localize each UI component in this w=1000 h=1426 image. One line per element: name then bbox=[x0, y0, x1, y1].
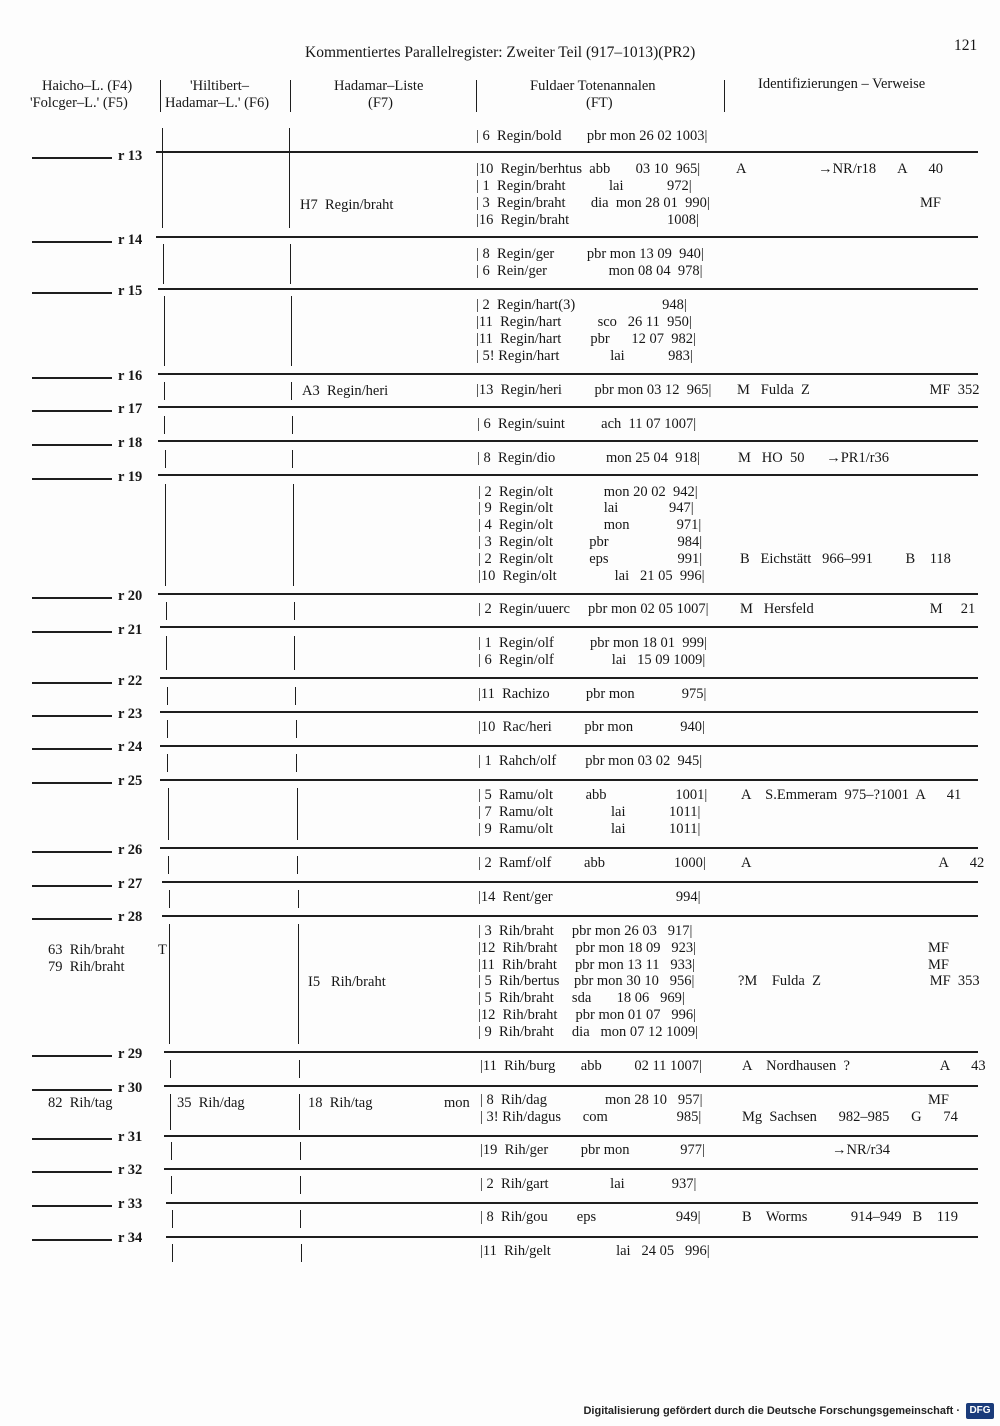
column-divider bbox=[297, 788, 298, 840]
column-divider bbox=[297, 856, 298, 874]
identification: MF bbox=[928, 957, 949, 973]
column-divider bbox=[164, 296, 165, 366]
column-divider bbox=[168, 788, 169, 840]
identification: ?M Fulda Z MF 353 bbox=[738, 973, 980, 989]
column-divider bbox=[168, 856, 169, 874]
row-separator bbox=[166, 1202, 978, 1204]
ft-entry: |11 Regin/hart sco 26 11 950| bbox=[476, 314, 692, 330]
ft-entry: | 8 Regin/ger pbr mon 13 09 940| bbox=[476, 246, 704, 262]
row-separator bbox=[160, 779, 978, 781]
ft-entry: | 5 Rih/braht sda 18 06 969| bbox=[478, 990, 685, 1006]
column-divider bbox=[296, 754, 297, 772]
column-divider bbox=[292, 450, 293, 468]
column-divider bbox=[724, 80, 725, 112]
column-divider bbox=[299, 1060, 300, 1078]
row-leader-line bbox=[32, 1171, 112, 1173]
column-divider bbox=[295, 687, 296, 705]
identification: M Hersfeld M 21 bbox=[740, 601, 976, 617]
column-header-identifications: Identifizierungen – Verweise bbox=[758, 76, 926, 92]
ft-entry: | 3 Regin/olt pbr 984| bbox=[478, 534, 703, 550]
identification: Mg Sachsen 982–985 G 74 bbox=[742, 1109, 958, 1125]
column-divider bbox=[299, 1094, 300, 1130]
ft-entry: |11 Regin/hart pbr 12 07 982| bbox=[476, 331, 696, 347]
row-label: r 13 bbox=[118, 148, 143, 164]
row-leader-line bbox=[32, 682, 112, 684]
ft-entry: | 2 Regin/olt mon 20 02 942| bbox=[478, 484, 698, 500]
identification: MF bbox=[920, 195, 941, 211]
ft-entry: | 5 Ramu/olt abb 1001| bbox=[478, 787, 708, 803]
row-leader-line bbox=[32, 241, 112, 243]
column-header-f6b: Hadamar–L.' (F6) bbox=[165, 95, 270, 111]
column-divider bbox=[289, 128, 290, 228]
ft-entry: |11 Rih/gelt lai 24 05 996| bbox=[480, 1243, 710, 1259]
column-header-f7b: (F7) bbox=[368, 95, 393, 111]
column-divider bbox=[170, 1094, 171, 1130]
identification: A →NR/r18 A 40 bbox=[736, 161, 944, 177]
ft-entry: |12 Rih/braht pbr mon 18 09 923| bbox=[478, 940, 697, 956]
column-divider bbox=[298, 924, 299, 1044]
row-leader-line bbox=[32, 851, 112, 853]
column-divider bbox=[172, 1210, 173, 1228]
row-leader-line bbox=[32, 782, 112, 784]
identification: B Worms 914–949 B 119 bbox=[742, 1209, 958, 1225]
page-number: 121 bbox=[954, 37, 978, 54]
row-leader-line bbox=[32, 1055, 112, 1057]
row-leader-line bbox=[32, 748, 112, 750]
row-label: r 21 bbox=[118, 622, 143, 638]
column-divider bbox=[170, 1060, 171, 1078]
row-label: r 30 bbox=[118, 1080, 143, 1096]
column-divider bbox=[160, 80, 161, 112]
column-divider bbox=[296, 720, 297, 738]
column-divider bbox=[167, 687, 168, 705]
row-label: r 17 bbox=[118, 401, 143, 417]
identification: MF bbox=[928, 940, 949, 956]
f6-entry: 35 Rih/dag bbox=[177, 1095, 245, 1111]
f7-entry: H7 Regin/braht bbox=[300, 197, 394, 213]
ft-entry: | 2 Regin/olt eps 991| bbox=[478, 551, 703, 567]
ft-entry: | 9 Rih/braht dia mon 07 12 1009| bbox=[478, 1024, 699, 1040]
column-divider bbox=[301, 1244, 302, 1262]
identification: B Eichstätt 966–991 B 118 bbox=[740, 551, 951, 567]
footer-funding-note: Digitalisierung gefördert durch die Deutsche Forschungsgemeinschaft · bbox=[583, 1405, 960, 1417]
row-leader-line bbox=[32, 715, 112, 717]
row-separator bbox=[162, 915, 978, 917]
row-leader-line bbox=[32, 1239, 112, 1241]
column-divider bbox=[300, 1210, 301, 1228]
row-separator bbox=[160, 847, 978, 849]
column-divider bbox=[293, 484, 294, 586]
ft-entry: | 3! Rih/dagus com 985| bbox=[480, 1109, 702, 1125]
footer-bar bbox=[0, 1397, 1000, 1426]
row-label: r 19 bbox=[118, 469, 143, 485]
ft-entry: |14 Rent/ger 994| bbox=[478, 889, 701, 905]
column-divider bbox=[165, 450, 166, 468]
column-divider bbox=[171, 1176, 172, 1194]
ft-entry: |16 Regin/braht 1008| bbox=[476, 212, 699, 228]
row-label: r 33 bbox=[118, 1196, 143, 1212]
dfg-logo: DFG bbox=[966, 1403, 994, 1419]
row-label: r 28 bbox=[118, 909, 143, 925]
ft-entry: | 8 Rih/dag mon 28 10 957| bbox=[480, 1092, 703, 1108]
column-divider bbox=[171, 1142, 172, 1160]
ft-entry: | 8 Regin/dio mon 25 04 918| bbox=[477, 450, 700, 466]
page-title: Kommentiertes Parallelregister: Zweiter Teil (917–1013)(PR2) bbox=[305, 44, 696, 61]
row-leader-line bbox=[32, 377, 112, 379]
row-separator bbox=[158, 474, 978, 476]
f7-entry-note: mon bbox=[444, 1095, 470, 1111]
ft-entry: | 1 Regin/braht lai 972| bbox=[476, 178, 692, 194]
ft-entry: | 6 Regin/suint ach 11 07 1007| bbox=[477, 416, 697, 432]
identification: M HO 50 →PR1/r36 bbox=[738, 450, 890, 466]
row-leader-line bbox=[32, 410, 112, 412]
identification: →NR/r34 bbox=[832, 1142, 890, 1158]
column-divider bbox=[294, 602, 295, 620]
ft-entry: | 1 Regin/olf pbr mon 18 01 999| bbox=[478, 635, 707, 651]
row-separator bbox=[164, 1051, 978, 1053]
column-divider bbox=[300, 1176, 301, 1194]
ft-entry: | 8 Rih/gou eps 949| bbox=[480, 1209, 701, 1225]
ft-entry: | 3 Regin/braht dia mon 28 01 990| bbox=[476, 195, 710, 211]
row-separator bbox=[160, 711, 978, 713]
ft-entry: |10 Regin/olt lai 21 05 996| bbox=[478, 568, 705, 584]
row-separator bbox=[158, 593, 978, 595]
column-divider bbox=[300, 1142, 301, 1160]
row-leader-line bbox=[32, 918, 112, 920]
row-separator bbox=[158, 440, 978, 442]
row-label: r 22 bbox=[118, 673, 143, 689]
column-divider bbox=[292, 416, 293, 434]
ft-entry: | 3 Rih/braht pbr mon 26 03 917| bbox=[478, 923, 693, 939]
row-separator bbox=[158, 288, 978, 290]
ft-entry: | 9 Regin/olt lai 947| bbox=[478, 500, 694, 516]
column-divider bbox=[162, 128, 163, 228]
column-divider bbox=[476, 80, 477, 112]
column-header-ft: Fuldaer Totenannalen bbox=[530, 78, 656, 94]
row-leader-line bbox=[32, 597, 112, 599]
identification: A A 42 bbox=[741, 855, 985, 871]
column-divider bbox=[167, 720, 168, 738]
column-divider bbox=[165, 484, 166, 586]
row-label: r 16 bbox=[118, 368, 143, 384]
row-separator bbox=[156, 236, 978, 238]
row-leader-line bbox=[32, 1205, 112, 1207]
row-label: r 24 bbox=[118, 739, 143, 755]
column-divider bbox=[291, 382, 292, 400]
row-leader-line bbox=[32, 444, 112, 446]
row-separator bbox=[158, 406, 978, 408]
column-header-ftb: (FT) bbox=[586, 95, 613, 111]
row-label: r 15 bbox=[118, 283, 143, 299]
row-leader-line bbox=[32, 292, 112, 294]
column-divider bbox=[167, 754, 168, 772]
ft-entry: | 6 Rein/ger mon 08 04 978| bbox=[476, 263, 703, 279]
row-label: r 18 bbox=[118, 435, 143, 451]
column-divider bbox=[294, 636, 295, 670]
column-divider bbox=[169, 890, 170, 908]
row-separator bbox=[158, 373, 978, 375]
identification: A Nordhausen ? A 43 bbox=[742, 1058, 986, 1074]
row-separator bbox=[164, 1085, 978, 1087]
row-label: r 27 bbox=[118, 876, 143, 892]
row-separator bbox=[156, 151, 978, 153]
row-separator bbox=[160, 626, 978, 628]
row-leader-line bbox=[32, 1138, 112, 1140]
ft-entry: |19 Rih/ger pbr mon 977| bbox=[480, 1142, 705, 1158]
f4-entry-marker: T bbox=[158, 942, 167, 958]
row-leader-line bbox=[32, 1089, 112, 1091]
column-divider bbox=[166, 602, 167, 620]
identification: A S.Emmeram 975–?1001 A 41 bbox=[741, 787, 962, 803]
row-label: r 14 bbox=[118, 232, 143, 248]
f7-entry: I5 Rih/braht bbox=[308, 974, 386, 990]
column-header-f7: Hadamar–Liste bbox=[334, 78, 424, 94]
column-divider bbox=[164, 382, 165, 400]
row-label: r 23 bbox=[118, 706, 143, 722]
f4-entry: 82 Rih/tag bbox=[48, 1095, 113, 1111]
column-divider bbox=[166, 636, 167, 670]
ft-entry: | 7 Ramu/olt lai 1011| bbox=[478, 804, 701, 820]
ft-entry: |10 Rac/heri pbr mon 940| bbox=[478, 719, 705, 735]
identification: M Fulda Z MF 352 bbox=[737, 382, 980, 398]
column-header-f4: Haicho–L. (F4) bbox=[42, 78, 133, 94]
ft-entry: |12 Rih/braht pbr mon 01 07 996| bbox=[478, 1007, 697, 1023]
row-separator bbox=[160, 677, 978, 679]
ft-entry: | 9 Ramu/olt lai 1011| bbox=[478, 821, 701, 837]
row-leader-line bbox=[32, 478, 112, 480]
row-leader-line bbox=[32, 631, 112, 633]
row-label: r 34 bbox=[118, 1230, 143, 1246]
ft-entry: | 1 Rahch/olf pbr mon 03 02 945| bbox=[478, 753, 703, 769]
column-divider bbox=[169, 924, 170, 1044]
row-separator bbox=[162, 881, 978, 883]
row-separator bbox=[166, 1236, 978, 1238]
row-label: r 29 bbox=[118, 1046, 143, 1062]
column-divider bbox=[290, 80, 291, 112]
ft-entry: | 5! Regin/hart lai 983| bbox=[476, 348, 693, 364]
row-label: r 25 bbox=[118, 773, 143, 789]
row-label: r 32 bbox=[118, 1162, 143, 1178]
ft-entry: | 2 Ramf/olf abb 1000| bbox=[478, 855, 706, 871]
row-separator bbox=[164, 1135, 978, 1137]
row-leader-line bbox=[32, 885, 112, 887]
row-label: r 20 bbox=[118, 588, 143, 604]
column-header-f5: 'Folcger–L.' (F5) bbox=[30, 95, 128, 111]
ft-entry: |11 Rih/burg abb 02 11 1007| bbox=[480, 1058, 702, 1074]
ft-entry: |11 Rih/braht pbr mon 13 11 933| bbox=[478, 957, 695, 973]
row-separator bbox=[164, 1168, 978, 1170]
row-label: r 31 bbox=[118, 1129, 143, 1145]
column-header-f6: 'Hiltibert– bbox=[190, 78, 249, 94]
ft-entry: | 2 Regin/hart(3) 948| bbox=[476, 297, 687, 313]
ft-entry: |13 Regin/heri pbr mon 03 12 965| bbox=[476, 382, 712, 398]
ft-entry: |11 Rachizo pbr mon 975| bbox=[478, 686, 707, 702]
identification: MF bbox=[928, 1092, 949, 1108]
row-separator bbox=[160, 745, 978, 747]
ft-entry: | 5 Rih/bertus pbr mon 30 10 956| bbox=[478, 973, 695, 989]
f4-entry: 79 Rih/braht bbox=[48, 959, 125, 975]
column-divider bbox=[172, 1244, 173, 1262]
column-divider bbox=[291, 296, 292, 366]
column-divider bbox=[164, 416, 165, 434]
row-label: r 26 bbox=[118, 842, 143, 858]
ft-entry: |10 Regin/berhtus abb 03 10 965| bbox=[476, 161, 701, 177]
column-divider bbox=[298, 890, 299, 908]
ft-entry: | 6 Regin/bold pbr mon 26 02 1003| bbox=[476, 128, 708, 144]
ft-entry: | 6 Regin/olf lai 15 09 1009| bbox=[478, 652, 706, 668]
f7-entry: 18 Rih/tag bbox=[308, 1095, 373, 1111]
ft-entry: | 2 Rih/gart lai 937| bbox=[480, 1176, 697, 1192]
f7-entry: A3 Regin/heri bbox=[302, 383, 389, 399]
column-divider bbox=[163, 244, 164, 284]
row-leader-line bbox=[32, 157, 112, 159]
ft-entry: | 2 Regin/uuerc pbr mon 02 05 1007| bbox=[478, 601, 709, 617]
ft-entry: | 4 Regin/olt mon 971| bbox=[478, 517, 702, 533]
f4-entry: 63 Rih/braht bbox=[48, 942, 125, 958]
column-divider bbox=[290, 244, 291, 284]
